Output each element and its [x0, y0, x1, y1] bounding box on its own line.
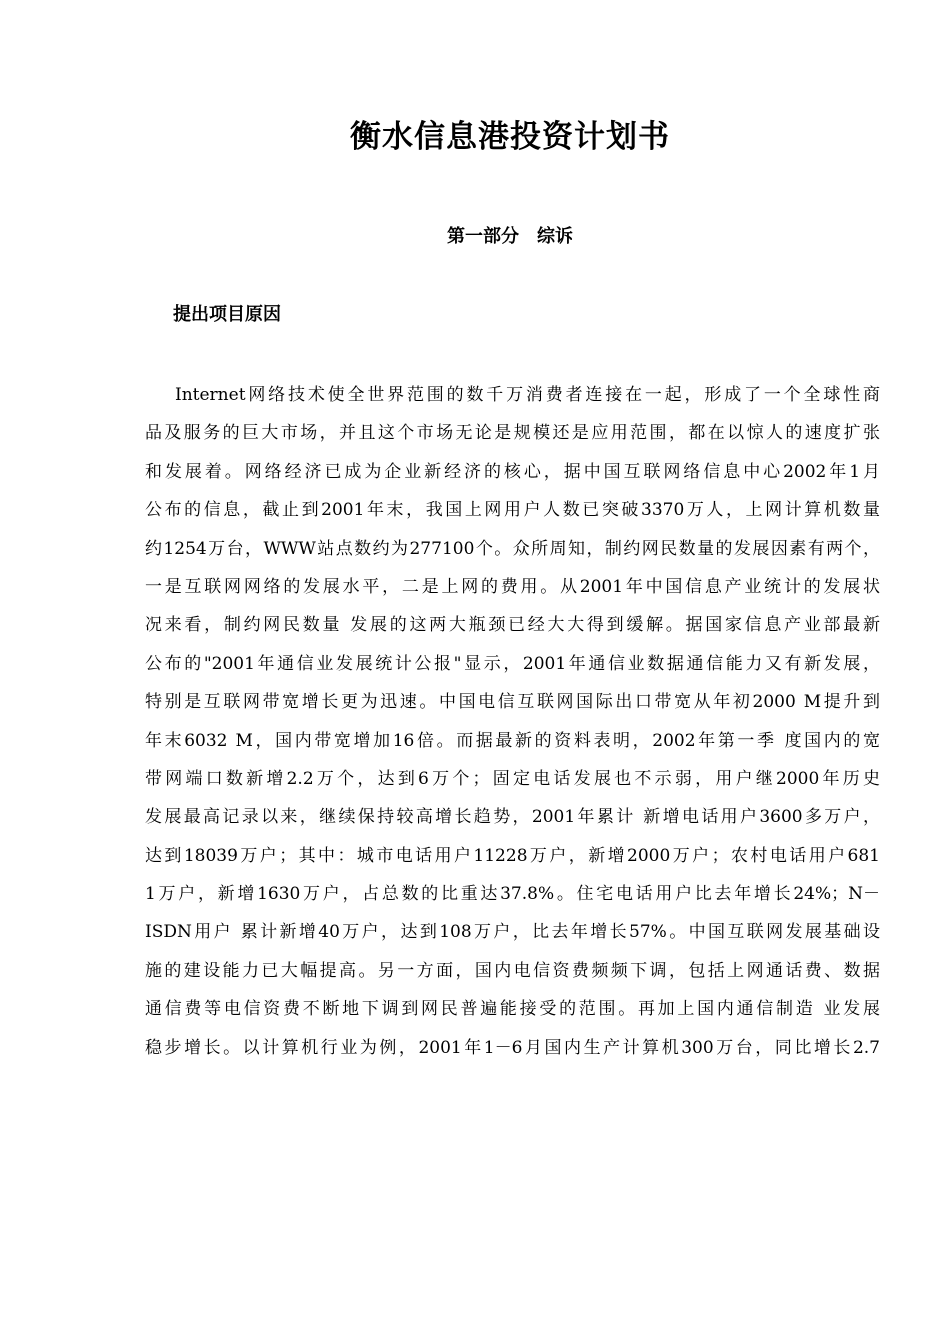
paragraph-line: 特别是互联网带宽增长更为迅速。中国电信互联网国际出口带宽从年初2000 M提升到 [145, 692, 880, 713]
section-heading: 提出项目原因 [173, 304, 281, 325]
paragraph-line: 和发展着。网络经济已成为企业新经济的核心，据中国互联网络信息中心2002年1月 [145, 461, 880, 482]
document-title: 衡水信息港投资计划书 [350, 119, 670, 155]
paragraph-line: 公布的信息，截止到2001年末，我国上网用户人数已突破3370万人，上网计算机数量 [145, 500, 880, 521]
body-paragraph [145, 376, 880, 1067]
paragraph-line: 带网端口数新增2.2万个，达到6万个；固定电话发展也不示弱，用户继2000年历史 [145, 768, 880, 789]
paragraph-line: 年末6032 M，国内带宽增加16倍。而据最新的资料表明，2002年第一季 度国内的宽 [145, 730, 880, 751]
paragraph-line: 约1254万台，WWW站点数约为277100个。众所周知，制约网民数量的发展因素有两个， [145, 538, 880, 559]
paragraph-line: 施的建设能力已大幅提高。另一方面，国内电信资费频频下调，包括上网通话费、数据 [145, 960, 880, 981]
paragraph-line: Internet网络技术使全世界范围的数千万消费者连接在一起，形成了一个全球性商 [175, 385, 880, 405]
paragraph-line: 品及服务的巨大市场，并且这个市场无论是规模还是应用范围，都在以惊人的速度扩张 [145, 423, 880, 444]
paragraph-line: 1万户，新增1630万户，占总数的比重达37.8%。住宅电话用户比去年增长24%；N－ [145, 884, 880, 905]
paragraph-line: 况来看，制约网民数量 发展的这两大瓶颈已经大大得到缓解。据国家信息产业部最新 [145, 615, 880, 636]
part-heading: 第一部分 综诉 [447, 226, 573, 247]
paragraph-line: 稳步增长。以计算机行业为例，2001年1－6月国内生产计算机300万台，同比增长2.7 [145, 1037, 880, 1058]
paragraph-line: 公布的"2001年通信业发展统计公报"显示，2001年通信业数据通信能力又有新发展， [145, 653, 880, 674]
paragraph-line: 通信费等电信资费不断地下调到网民普遍能接受的范围。再加上国内通信制造 业发展 [145, 999, 880, 1020]
paragraph-line: ISDN用户 累计新增40万户，达到108万户，比去年增长57%。中国互联网发展基础设 [145, 922, 880, 943]
paragraph-line: 发展最高记录以来，继续保持较高增长趋势，2001年累计 新增电话用户3600多万户， [145, 807, 880, 828]
paragraph-line: 达到18039万户；其中：城市电话用户11228万户，新增2000万户；农村电话用户681 [145, 845, 880, 866]
paragraph-line: 一是互联网网络的发展水平，二是上网的费用。从2001年中国信息产业统计的发展状 [145, 576, 880, 597]
